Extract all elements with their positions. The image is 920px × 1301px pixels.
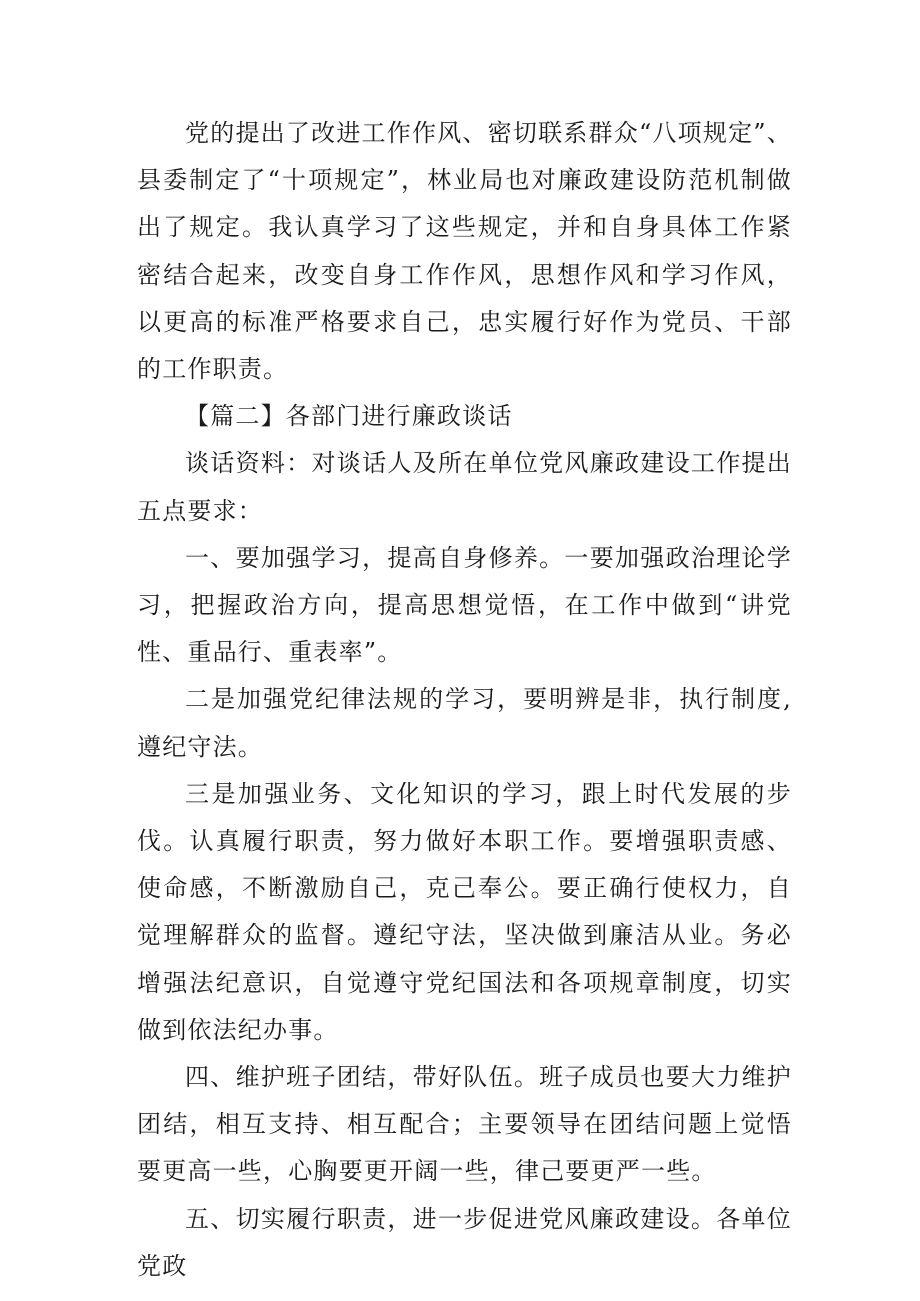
paragraph-point-two: 二是加强党纪律法规的学习，要明辨是非，执行制度,遵纪守法。	[137, 685, 792, 761]
section-heading: 【篇二】各部门进行廉政谈话	[185, 402, 513, 431]
paragraph-regulations: 党的提出了改进工作作风、密切联系群众“八项规定”、县委制定了“十项规定”，林业局也对廉政建设防范机制做出了规定。我认真学习了这些规定，并和自身具体工作紧密结合起来，改变自身工作作风，思想作风和学习作风，以更高的标准严格要求自己，忠实履行好作为党员、干部的工作职责。	[137, 119, 792, 384]
paragraph-talk-materials: 谈话资料：对谈话人及所在单位党风廉政建设工作提出五点要求：	[137, 449, 792, 525]
paragraph-point-one: 一、要加强学习，提高自身修养。一要加强政治理论学习，把握政治方向，提高思想觉悟，在工作中做到“讲党性、重品行、重表率”。	[137, 543, 792, 667]
paragraph-point-three: 三是加强业务、文化知识的学习，跟上时代发展的步伐。认真履行职责，努力做好本职工作。要增强职责感、使命感，不断激励自己，克己奉公。要正确行使权力，自觉理解群众的监督。遵纪守法，坚决做到廉洁从业。务必增强法纪意识，自觉遵守党纪国法和各项规章制度，切实做到依法纪办事。	[137, 779, 792, 1044]
document-body	[137, 110, 792, 1290]
paragraph-point-five: 五、切实履行职责，进一步促进党风廉政建设。各单位党政	[137, 1204, 792, 1280]
paragraph-point-four: 四、维护班子团结，带好队伍。班子成员也要大力维护团结，相互支持、相互配合；主要领导在团结问题上觉悟要更高一些，心胸要更开阔一些，律己要更严一些。	[137, 1063, 792, 1186]
